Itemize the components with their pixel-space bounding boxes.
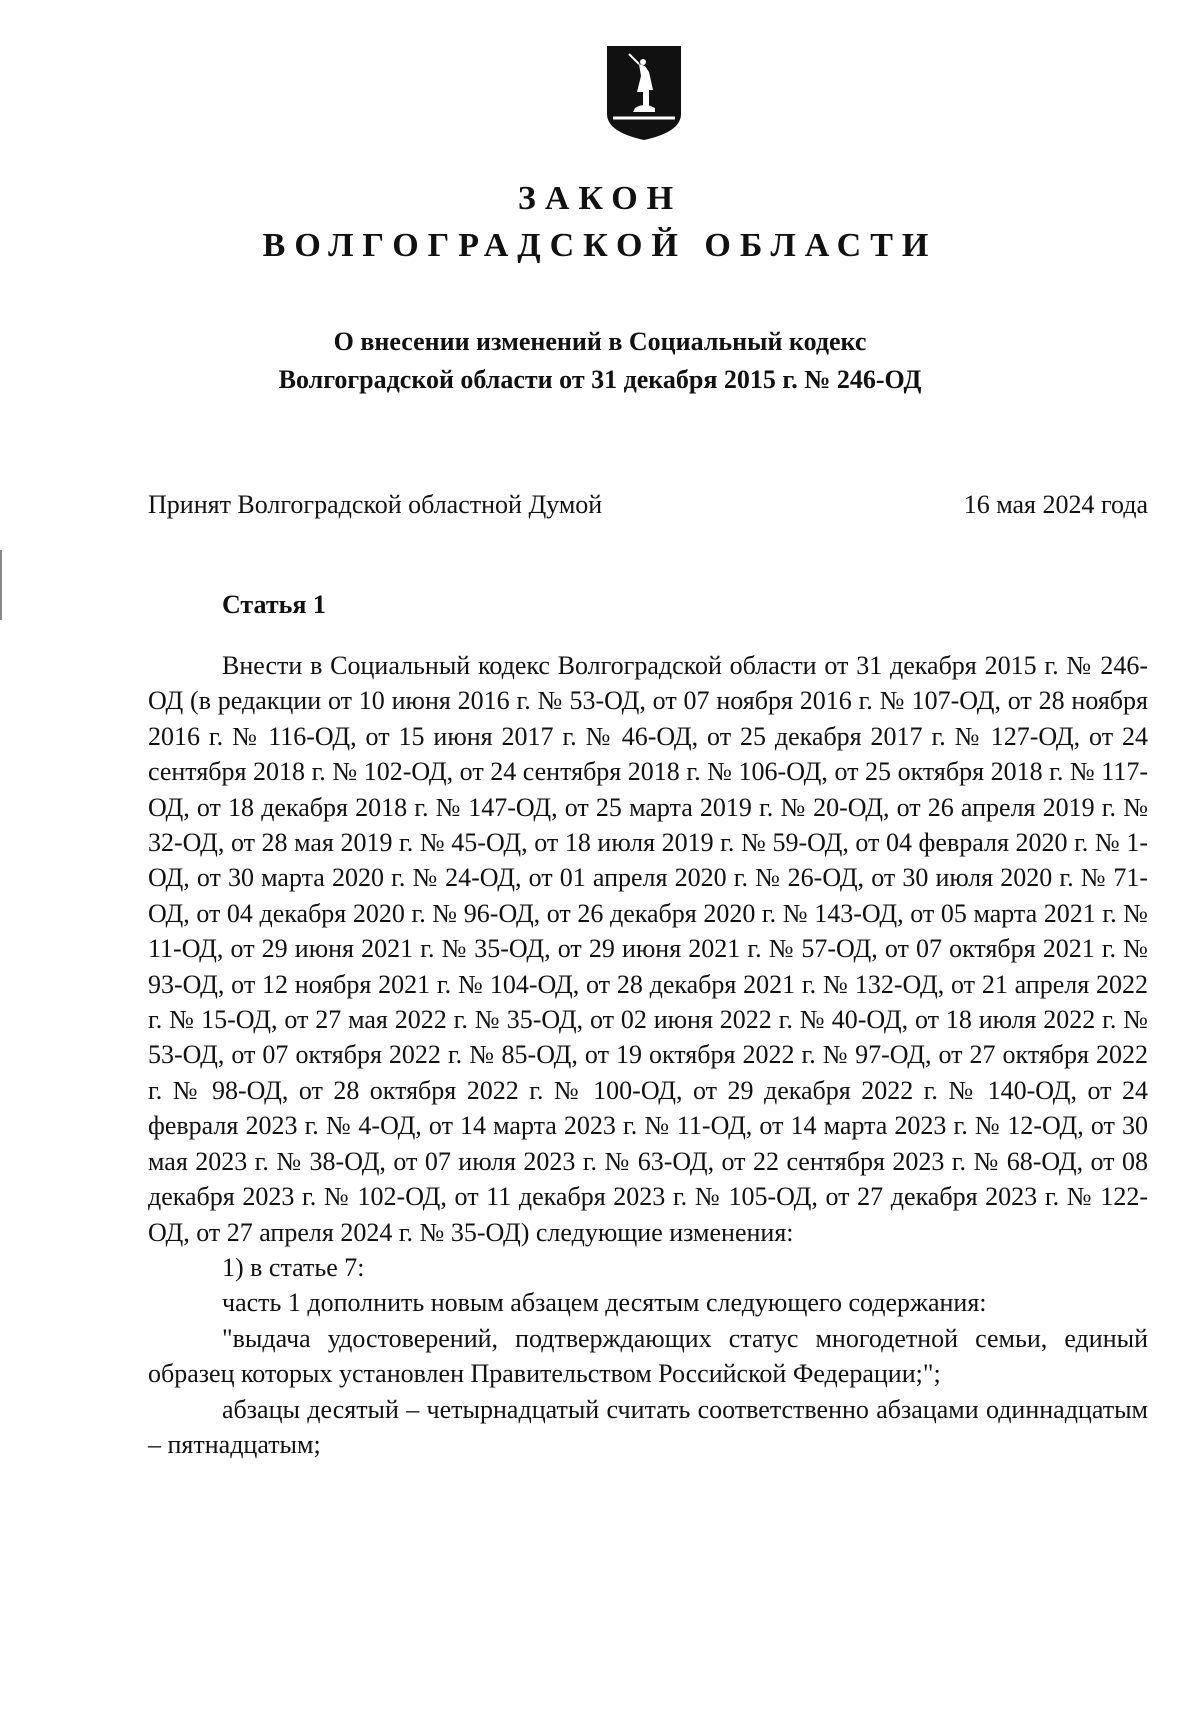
law-title: ЗАКОН	[517, 180, 683, 217]
adopted-by: Принят Волгоградской областной Думой	[148, 490, 603, 519]
quoted-amendment-paragraph: "выдача удостоверений, подтверждающих статус многодетной семьи, единый образец которых установлен Правительством Российской Федерации;";	[148, 1323, 1148, 1389]
adoption-date: 16 мая 2024 года	[963, 490, 1148, 519]
coat-of-arms-icon	[603, 42, 685, 142]
item-1-paragraph: 1) в статье 7:	[222, 1252, 365, 1282]
law-subject-line2: Волгоградской области от 31 декабря 2015 г. № 246-ОД	[278, 365, 922, 394]
article-heading: Статья 1	[222, 590, 326, 619]
law-subject-line1: О внесении изменений в Социальный кодекс	[333, 327, 867, 356]
renumbering-paragraph: абзацы десятый – четырнадцатый считать соответственно абзацами одиннадцатым – пятнадцатым;	[148, 1394, 1148, 1459]
article-intro-paragraph: Внести в Социальный кодекс Волгоградской области от 31 декабря 2015 г. № 246-ОД (в редакции от 10 июня 2016 г. № 53-ОД, от 07 ноября 2016 г. № 107-ОД, от 28 ноября 2016 г. № 116-ОД, от 15 июня 2017 г. № 46-ОД, от 25 декабря 2017 г. № 127-ОД, от 24 сентября 2018 г. № 102-ОД, от 24 сентября 2018 г. № 106-ОД, от 25 октября 2018 г. № 117-ОД, от 18 декабря 2018 г. № 147-ОД, от 25 марта 2019 г. № 20-ОД, от 26 апреля 2019 г. № 32-ОД, от 28 мая 2019 г. № 45-ОД, от 18 июля 2019 г. № 59-ОД, от 04 февраля 2020 г. № 1-ОД, от 30 марта 2020 г. № 24-ОД, от 01 апреля 2020 г. № 26-ОД, от 30 июля 2020 г. № 71-ОД, от 04 декабря 2020 г. № 96-ОД, от 26 декабря 2020 г. № 143-ОД, от 05 марта 2021 г. № 11-ОД, от 29 июня 2021 г. № 35-ОД, от 29 июня 2021 г. № 57-ОД, от 07 октября 2021 г. № 93-ОД, от 12 ноября 2021 г. № 104-ОД, от 28 декабря 2021 г. № 132-ОД, от 21 апреля 2022 г. № 15-ОД, от 27 мая 2022 г. № 35-ОД, от 02 июня 2022 г. № 40-ОД, от 18 июля 2022 г. № 53-ОД, от 07 октября 2022 г. № 85-ОД, от 19 октября 2022 г. № 97-ОД, от 27 октября 2022 г. № 98-ОД, от 28 октября 2022 г. № 100-ОД, от 29 декабря 2022 г. № 140-ОД, от 24 февраля 2023 г. № 4-ОД, от 14 марта 2023 г. № 11-ОД, от 14 марта 2023 г. № 12-ОД, от 30 мая 2023 г. № 38-ОД, от 07 июля 2023 г. № 63-ОД, от 22 сентября 2023 г. № 68-ОД, от 08 декабря 2023 г. № 102-ОД, от 11 декабря 2023 г. № 105-ОД, от 27 декабря 2023 г. № 122-ОД, от 27 апреля 2024 г. № 35-ОД) следующие изменения:	[148, 651, 1148, 1247]
article-body	[148, 648, 1148, 1462]
region-title: ВОЛГОГРАДСКОЙ ОБЛАСТИ	[262, 227, 938, 264]
scan-edge-mark	[0, 550, 2, 620]
item-1-part-paragraph: часть 1 дополнить новым абзацем десятым следующего содержания:	[222, 1288, 987, 1318]
